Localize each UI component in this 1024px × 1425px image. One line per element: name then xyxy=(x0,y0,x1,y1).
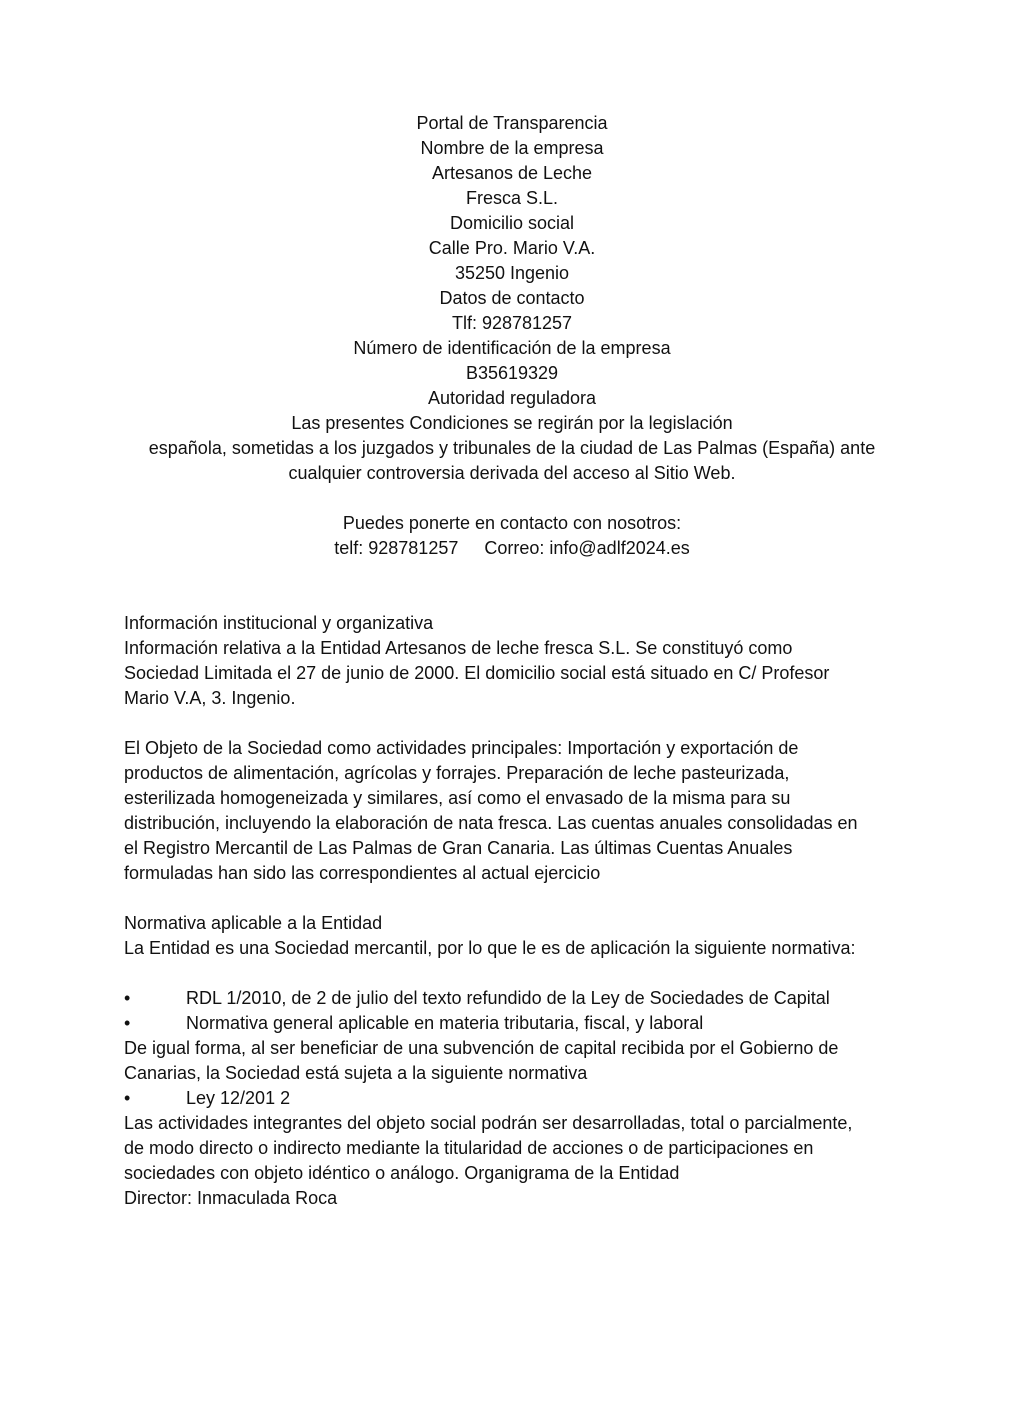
normativa-title: Normativa aplicable a la Entidad xyxy=(124,913,383,933)
closing-line: de modo directo o indirecto mediante la titularidad de acciones o de participaciones en xyxy=(124,1138,814,1158)
conditions-line-2: española, sometidas a los juzgados y tribunales de la ciudad de Las Palmas (España) ante xyxy=(148,438,876,458)
normativa-intro: La Entidad es una Sociedad mercantil, por lo que le es de aplicación la siguiente normativa: xyxy=(124,938,856,958)
list-item xyxy=(124,1086,904,1111)
list-item xyxy=(124,1011,904,1036)
address-city: 35250 Ingenio xyxy=(454,263,570,283)
contact-intro: Puedes ponerte en contacto con nosotros: xyxy=(342,513,682,533)
company-name-line-1: Artesanos de Leche xyxy=(431,163,593,183)
institutional-para1-line: Información relativa a la Entidad Artesanos de leche fresca S.L. Se constituyó como xyxy=(124,638,793,658)
institutional-para2-line: distribución, incluyendo la elaboración de nata fresca. Las cuentas anuales consolidadas en xyxy=(124,813,858,833)
subvencion-line: De igual forma, al ser beneficiar de una subvención de capital recibida por el Gobierno de xyxy=(124,1038,839,1058)
bullet-icon: • xyxy=(124,1013,131,1033)
contact-phone: Tlf: 928781257 xyxy=(451,313,573,333)
contact-details xyxy=(0,536,1024,561)
company-id-value: B35619329 xyxy=(465,363,559,383)
company-id-label: Número de identificación de la empresa xyxy=(353,338,671,358)
contact-label: Datos de contacto xyxy=(439,288,585,308)
conditions-line-3: cualquier controversia derivada del acceso al Sitio Web. xyxy=(288,463,736,483)
institutional-para2-line: productos de alimentación, agrícolas y forrajes. Preparación de leche pasteurizada, xyxy=(124,763,790,783)
bullet-icon: • xyxy=(124,988,131,1008)
director-line: Director: Inmaculada Roca xyxy=(124,1188,338,1208)
portal-title: Portal de Transparencia xyxy=(416,113,608,133)
header-block xyxy=(0,111,1024,561)
institutional-para1-line: Mario V.A, 3. Ingenio. xyxy=(124,688,296,708)
conditions-line-1: Las presentes Condiciones se regirán por la legislación xyxy=(291,413,733,433)
subvencion-line: Canarias, la Sociedad está sujeta a la siguiente normativa xyxy=(124,1063,588,1083)
list-item xyxy=(124,986,904,1011)
company-name-line-2: Fresca S.L. xyxy=(465,188,559,208)
institutional-para2-line: esterilizada homogeneizada y similares, así como el envasado de la misma para su xyxy=(124,788,791,808)
body-block xyxy=(124,611,904,1211)
regulator-label: Autoridad reguladora xyxy=(427,388,597,408)
institutional-para2-line: El Objeto de la Sociedad como actividades principales: Importación y exportación de xyxy=(124,738,799,758)
closing-line: Las actividades integrantes del objeto social podrán ser desarrolladas, total o parcialmente, xyxy=(124,1113,853,1133)
bullet-icon: • xyxy=(124,1088,131,1108)
institutional-title: Información institucional y organizativa xyxy=(124,613,434,633)
bullet-text: Normativa general aplicable en materia tributaria, fiscal, y laboral xyxy=(186,1013,704,1033)
bullet-text: Ley 12/201 2 xyxy=(186,1088,291,1108)
institutional-para1-line: Sociedad Limitada el 27 de junio de 2000. El domicilio social está situado en C/ Profesor xyxy=(124,663,830,683)
address-label: Domicilio social xyxy=(449,213,575,233)
address-street: Calle Pro. Mario V.A. xyxy=(428,238,596,258)
contact-phone-link: telf: 928781257 xyxy=(334,538,459,558)
contact-email: Correo: info@adlf2024.es xyxy=(484,538,690,558)
closing-line: sociedades con objeto idéntico o análogo. Organigrama de la Entidad xyxy=(124,1163,680,1183)
institutional-para2-line: el Registro Mercantil de Las Palmas de Gran Canaria. Las últimas Cuentas Anuales xyxy=(124,838,793,858)
bullet-text: RDL 1/2010, de 2 de julio del texto refundido de la Ley de Sociedades de Capital xyxy=(186,988,830,1008)
company-name-label: Nombre de la empresa xyxy=(420,138,604,158)
institutional-para2-line: formuladas han sido las correspondientes al actual ejercicio xyxy=(124,863,601,883)
